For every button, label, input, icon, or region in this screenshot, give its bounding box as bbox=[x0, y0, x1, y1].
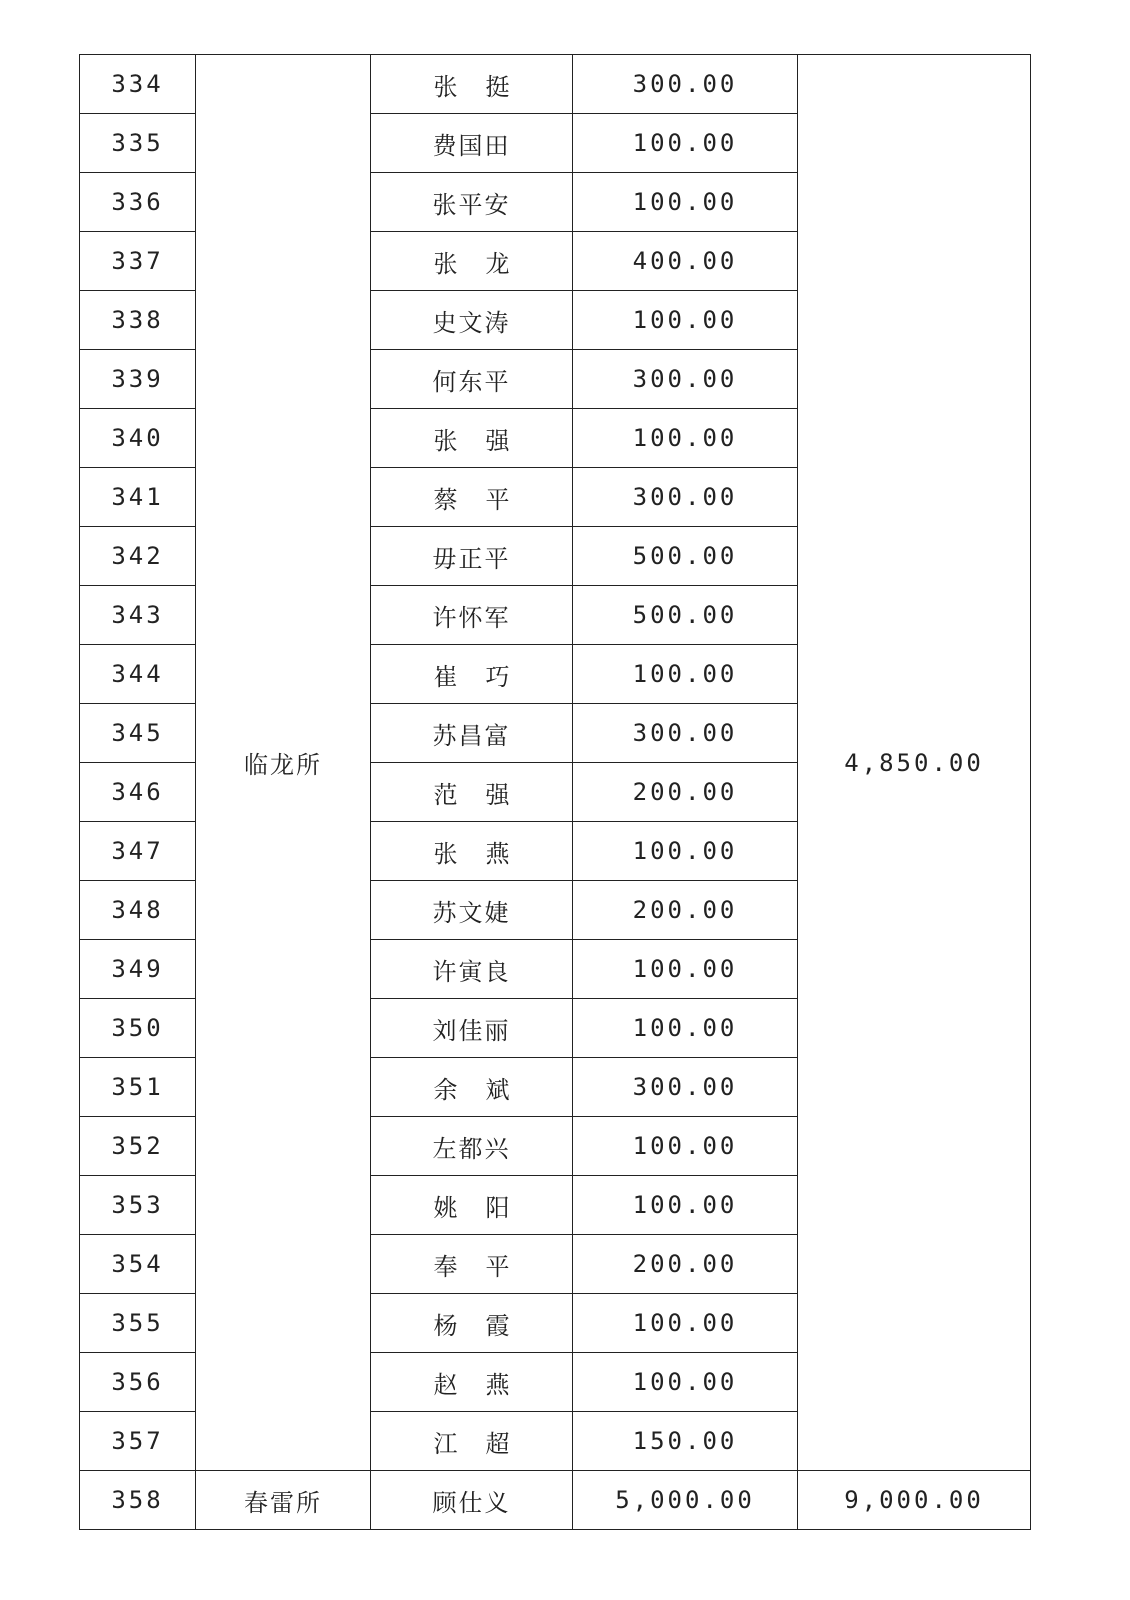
row-number: 348 bbox=[80, 881, 196, 940]
person-name-cell bbox=[371, 468, 573, 527]
person-name: 江超 bbox=[433, 1429, 538, 1458]
row-number: 342 bbox=[80, 527, 196, 586]
amount: 100.00 bbox=[573, 645, 798, 704]
amount: 500.00 bbox=[573, 527, 798, 586]
person-name-cell bbox=[371, 822, 573, 881]
person-name: 许怀军 bbox=[432, 603, 511, 632]
amount: 300.00 bbox=[573, 350, 798, 409]
row-number: 343 bbox=[80, 586, 196, 645]
person-name: 张燕 bbox=[433, 839, 538, 868]
person-name-cell bbox=[371, 704, 573, 763]
table-row bbox=[80, 1471, 1031, 1530]
amount: 100.00 bbox=[573, 1294, 798, 1353]
person-name: 刘佳丽 bbox=[432, 1016, 511, 1045]
row-number: 355 bbox=[80, 1294, 196, 1353]
person-name: 张挺 bbox=[433, 72, 538, 101]
person-name: 赵燕 bbox=[433, 1370, 538, 1399]
row-number: 340 bbox=[80, 409, 196, 468]
amount: 100.00 bbox=[573, 173, 798, 232]
amount: 300.00 bbox=[573, 1058, 798, 1117]
person-name-cell bbox=[371, 940, 573, 999]
row-number: 337 bbox=[80, 232, 196, 291]
person-name: 崔巧 bbox=[433, 662, 538, 691]
person-name: 杨霞 bbox=[433, 1311, 538, 1340]
person-name: 许寅良 bbox=[432, 957, 511, 986]
person-name: 张龙 bbox=[433, 249, 538, 278]
row-number: 335 bbox=[80, 114, 196, 173]
row-number: 345 bbox=[80, 704, 196, 763]
unit-total: 9,000.00 bbox=[798, 1471, 1031, 1530]
row-number: 351 bbox=[80, 1058, 196, 1117]
amount: 150.00 bbox=[573, 1412, 798, 1471]
row-number: 334 bbox=[80, 55, 196, 114]
amount: 100.00 bbox=[573, 999, 798, 1058]
amount: 100.00 bbox=[573, 1117, 798, 1176]
row-number: 349 bbox=[80, 940, 196, 999]
person-name-cell bbox=[371, 999, 573, 1058]
person-name-cell bbox=[371, 881, 573, 940]
row-number: 358 bbox=[80, 1471, 196, 1530]
amount: 100.00 bbox=[573, 409, 798, 468]
person-name: 蔡平 bbox=[433, 485, 538, 514]
amount: 300.00 bbox=[573, 55, 798, 114]
amount: 500.00 bbox=[573, 586, 798, 645]
row-number: 352 bbox=[80, 1117, 196, 1176]
amount: 200.00 bbox=[573, 763, 798, 822]
person-name-cell bbox=[371, 1471, 573, 1530]
ledger-table bbox=[79, 54, 1031, 1530]
person-name-cell bbox=[371, 1235, 573, 1294]
unit-name: 春雷所 bbox=[196, 1471, 371, 1530]
amount: 300.00 bbox=[573, 468, 798, 527]
person-name: 何东平 bbox=[432, 367, 511, 396]
person-name-cell bbox=[371, 55, 573, 114]
amount: 5,000.00 bbox=[573, 1471, 798, 1530]
person-name: 奉平 bbox=[433, 1252, 538, 1281]
person-name: 史文涛 bbox=[432, 308, 511, 337]
row-number: 347 bbox=[80, 822, 196, 881]
person-name-cell bbox=[371, 1294, 573, 1353]
person-name: 费国田 bbox=[432, 131, 511, 160]
person-name-cell bbox=[371, 1117, 573, 1176]
unit-total: 4,850.00 bbox=[798, 55, 1031, 1471]
amount: 100.00 bbox=[573, 1353, 798, 1412]
ledger-body bbox=[80, 55, 1031, 1530]
person-name: 左都兴 bbox=[432, 1134, 511, 1163]
person-name-cell bbox=[371, 1353, 573, 1412]
person-name-cell bbox=[371, 645, 573, 704]
row-number: 346 bbox=[80, 763, 196, 822]
person-name-cell bbox=[371, 173, 573, 232]
person-name-cell bbox=[371, 527, 573, 586]
person-name-cell bbox=[371, 114, 573, 173]
amount: 100.00 bbox=[573, 114, 798, 173]
row-number: 344 bbox=[80, 645, 196, 704]
amount: 400.00 bbox=[573, 232, 798, 291]
person-name-cell bbox=[371, 409, 573, 468]
person-name: 姚阳 bbox=[433, 1193, 538, 1222]
amount: 100.00 bbox=[573, 940, 798, 999]
person-name: 苏文婕 bbox=[432, 898, 511, 927]
person-name: 张强 bbox=[433, 426, 538, 455]
amount: 100.00 bbox=[573, 291, 798, 350]
person-name: 顾仕义 bbox=[432, 1488, 511, 1517]
person-name-cell bbox=[371, 1058, 573, 1117]
row-number: 353 bbox=[80, 1176, 196, 1235]
row-number: 339 bbox=[80, 350, 196, 409]
amount: 100.00 bbox=[573, 822, 798, 881]
amount: 300.00 bbox=[573, 704, 798, 763]
person-name-cell bbox=[371, 232, 573, 291]
row-number: 341 bbox=[80, 468, 196, 527]
row-number: 338 bbox=[80, 291, 196, 350]
person-name-cell bbox=[371, 1412, 573, 1471]
table-row bbox=[80, 55, 1031, 114]
row-number: 356 bbox=[80, 1353, 196, 1412]
person-name: 苏昌富 bbox=[432, 721, 511, 750]
person-name-cell bbox=[371, 763, 573, 822]
person-name: 范强 bbox=[433, 780, 538, 809]
person-name-cell bbox=[371, 291, 573, 350]
unit-name: 临龙所 bbox=[196, 55, 371, 1471]
person-name-cell bbox=[371, 350, 573, 409]
row-number: 350 bbox=[80, 999, 196, 1058]
amount: 200.00 bbox=[573, 1235, 798, 1294]
person-name: 毋正平 bbox=[432, 544, 511, 573]
amount: 200.00 bbox=[573, 881, 798, 940]
person-name-cell bbox=[371, 586, 573, 645]
person-name-cell bbox=[371, 1176, 573, 1235]
row-number: 336 bbox=[80, 173, 196, 232]
person-name: 张平安 bbox=[432, 190, 511, 219]
person-name: 余斌 bbox=[433, 1075, 538, 1104]
amount: 100.00 bbox=[573, 1176, 798, 1235]
row-number: 357 bbox=[80, 1412, 196, 1471]
row-number: 354 bbox=[80, 1235, 196, 1294]
